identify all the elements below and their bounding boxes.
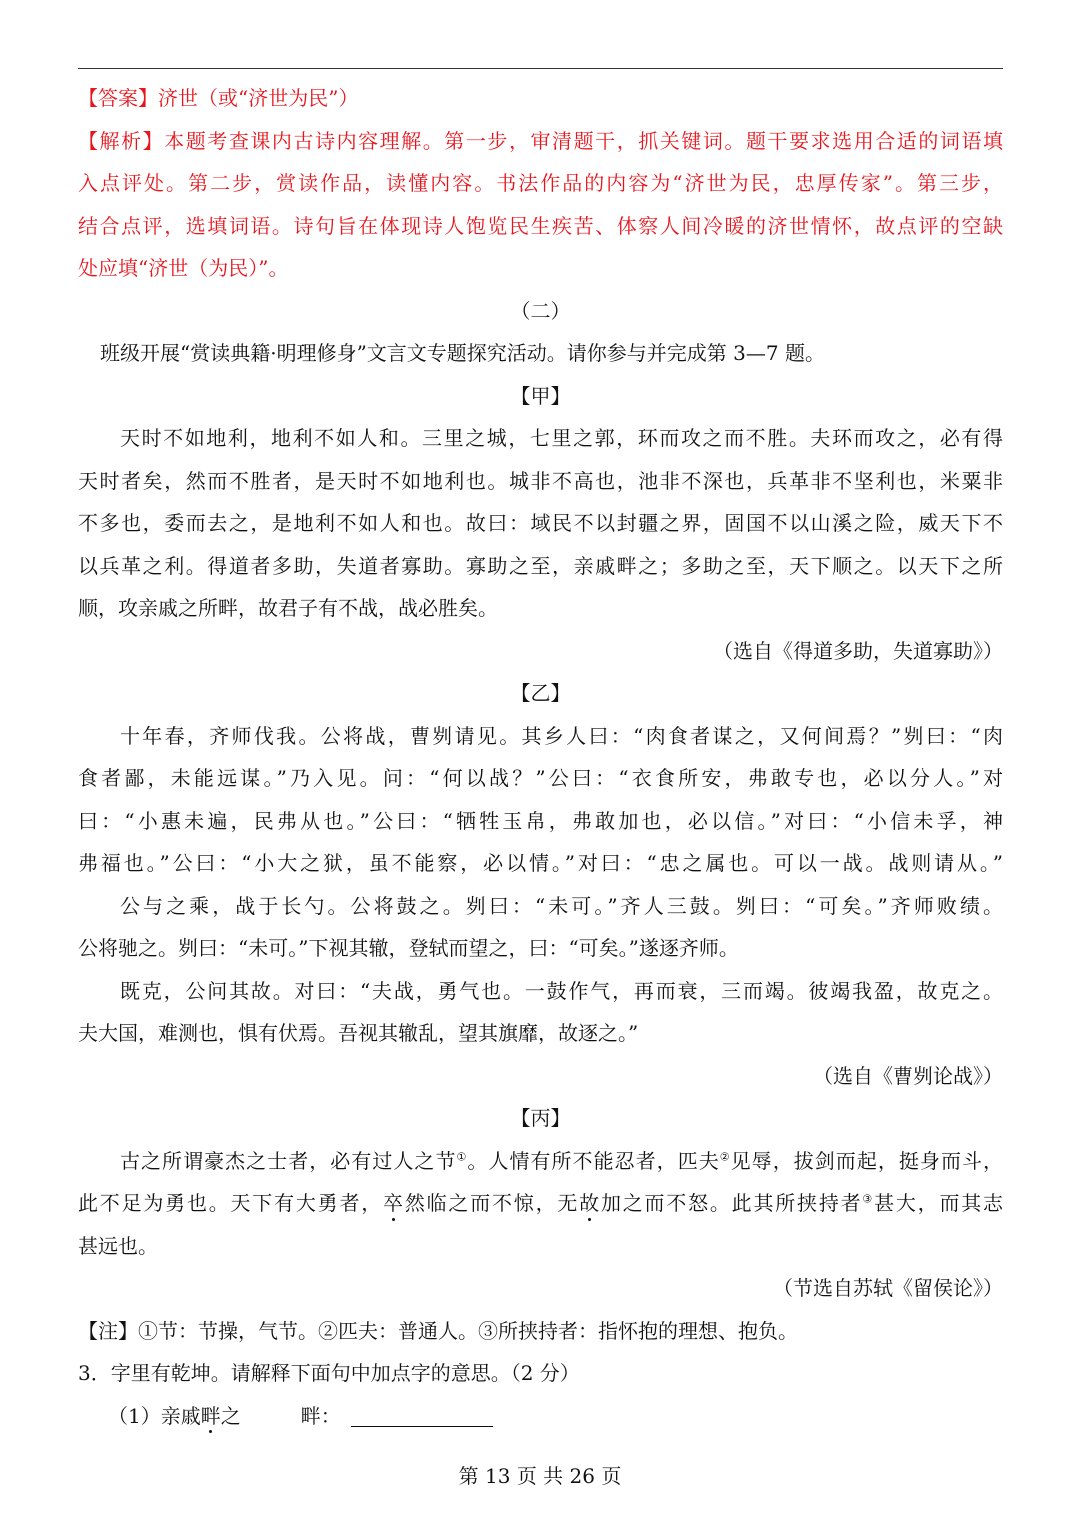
text-line	[78, 1012, 1003, 1055]
text-line	[78, 587, 1003, 630]
text-segment: 班级开展“赏读典籍·明理修身”文言文专题探究活动。请你参与并完成第 3—7 题。	[100, 341, 825, 365]
text-segment: 见辱，拔剑而起，挺身而斗，	[730, 1148, 1004, 1173]
text-segment: 【答案】济世（或“济世为民”）	[78, 86, 359, 110]
answer-line	[78, 162, 1003, 205]
text-line	[78, 1097, 1003, 1140]
text-segment: 【解析】本题考查课内古诗内容理解。第一步，审清题干，抓关键词。题干要求选用合适的词语填	[78, 128, 1003, 153]
answer-line	[78, 205, 1003, 248]
text-segment: （1）亲戚	[108, 1403, 201, 1428]
text-segment: 此不足为勇也。天下有大勇者，	[78, 1191, 384, 1215]
text-line	[78, 375, 1003, 418]
emphasis-char: 卒	[383, 1182, 403, 1225]
text-line	[78, 715, 1003, 758]
text-line	[78, 332, 1003, 375]
text-segment: 处应填“济世（为民）”。	[78, 256, 289, 280]
text-line	[78, 1140, 1003, 1183]
text-line	[78, 757, 1003, 800]
text-segment: 天时不如地利，地利不如人和。三里之城，七里之郭，环而攻之而不胜。夫环而攻之，必有得	[120, 426, 1003, 450]
text-segment: 【丙】	[510, 1106, 571, 1130]
text-segment: 之 畔：	[220, 1403, 341, 1428]
text-line	[78, 290, 1003, 333]
text-segment: 加之而不怒。此其所挟持者	[599, 1191, 863, 1215]
text-segment: 【甲】	[510, 383, 571, 408]
text-line	[78, 1267, 1003, 1310]
text-segment: 食者鄙，未能远谋。”乃入见。问：“何以战？”公曰：“衣食所安，弗敢专也，必以分人。”对	[78, 766, 1003, 790]
text-segment: 。人情有所不能忍者，匹夫	[467, 1148, 720, 1173]
text-line	[78, 502, 1003, 545]
text-segment: 十年春，齐师伐我。公将战，曹刿请见。其乡人曰：“肉食者谋之，又何间焉？”刿曰：“肉	[120, 723, 1003, 748]
text-line	[78, 630, 1003, 673]
text-line	[78, 672, 1003, 715]
text-segment: 公与之乘，战于长勺。公将鼓之。刿曰：“未可。”齐人三鼓。刿曰：“可矣。”齐师败绩。	[120, 893, 1003, 918]
answer-line	[78, 120, 1003, 163]
text-line	[78, 1055, 1003, 1098]
text-segment: 既克，公问其故。对曰：“夫战，勇气也。一鼓作气，再而衰，三而竭。彼竭我盈，故克之。	[120, 978, 1003, 1003]
text-line	[78, 842, 1003, 885]
text-segment: 【乙】	[510, 681, 571, 705]
text-line	[78, 800, 1003, 843]
text-segment: 甚远也。	[78, 1233, 158, 1258]
text-segment: 以兵革之利。得道者多助，失道者寡助。寡助之至，亲戚畔之；多助之至，天下顺之。以天下之所	[78, 553, 1003, 578]
text-line	[78, 927, 1003, 970]
text-segment: 不多也，委而去之，是地利不如人和也。故曰：域民不以封疆之界，固国不以山溪之险，威天下不	[78, 511, 1003, 535]
text-segment: （二）	[510, 298, 571, 323]
text-segment: 顺，攻亲戚之所畔，故君子有不战，战必胜矣。	[78, 596, 498, 620]
answer-line	[78, 247, 1003, 290]
text-segment: （节选自苏轼《留侯论》）	[773, 1276, 1003, 1300]
text-segment: （选自《得道多助，失道寡助》）	[713, 638, 1003, 663]
footnote-mark: ②	[719, 1149, 731, 1163]
emphasis-char: 故	[579, 1182, 599, 1225]
text-line	[78, 417, 1003, 460]
footnote-mark: ①	[456, 1149, 468, 1163]
header-rule	[78, 68, 1003, 69]
text-segment: 曰：“小惠未遍，民弗从也。”公曰：“牺牲玉帛，弗敢加也，必以信。”对曰：“小信未孚，神	[78, 808, 1003, 833]
text-segment: 【注】①节：节操，气节。②匹夫：普通人。③所挟持者：指怀抱的理想、抱负。	[78, 1318, 798, 1343]
answer-line	[78, 77, 1003, 120]
text-line	[78, 545, 1003, 588]
document-body	[78, 77, 1003, 1437]
text-segment: 天时者矣，然而不胜者，是天时不如地利也。城非不高也，池非不深也，兵革非不坚利也，米粟非	[78, 468, 1003, 493]
footnote-mark: ③	[862, 1192, 875, 1206]
text-segment: 古之所谓豪杰之士者，必有过人之节	[120, 1148, 457, 1173]
text-segment: 公将驰之。刿曰：“未可。”下视其辙，登轼而望之，曰：“可矣。”遂逐齐师。	[78, 936, 739, 960]
text-segment: 3．字里有乾坤。请解释下面句中加点字的意思。（2 分）	[78, 1361, 580, 1385]
text-line	[78, 1225, 1003, 1268]
text-segment: 入点评处。第二步，赏读作品，读懂内容。书法作品的内容为“济世为民，忠厚传家”。第三步，	[78, 171, 1003, 195]
text-segment: 结合点评，选填词语。诗句旨在体现诗人饱览民生疾苦、体察人间冷暖的济世情怀，故点评的空缺	[78, 213, 1003, 238]
emphasis-char: 畔	[201, 1395, 221, 1438]
text-segment: 弗福也。”公曰：“小大之狱，虽不能察，必以情。”对曰：“忠之属也。可以一战。战则请从。”	[78, 851, 1003, 875]
text-line	[78, 1395, 1003, 1438]
text-line	[78, 1182, 1003, 1225]
text-line	[78, 970, 1003, 1013]
page-footer: 第 13 页 共 26 页	[458, 1464, 622, 1488]
text-segment: （选自《曹刿论战》）	[813, 1063, 1003, 1088]
text-line	[78, 885, 1003, 928]
text-segment: 夫大国，难测也，惧有伏焉。吾视其辙乱，望其旗靡，故逐之。”	[78, 1021, 639, 1045]
text-line	[78, 460, 1003, 503]
answer-blank[interactable]	[351, 1404, 493, 1427]
text-segment: 甚大，而其志	[874, 1191, 1004, 1215]
text-line	[78, 1310, 1003, 1353]
text-segment: 然临之而不惊，无	[403, 1191, 580, 1215]
text-line	[78, 1352, 1003, 1395]
